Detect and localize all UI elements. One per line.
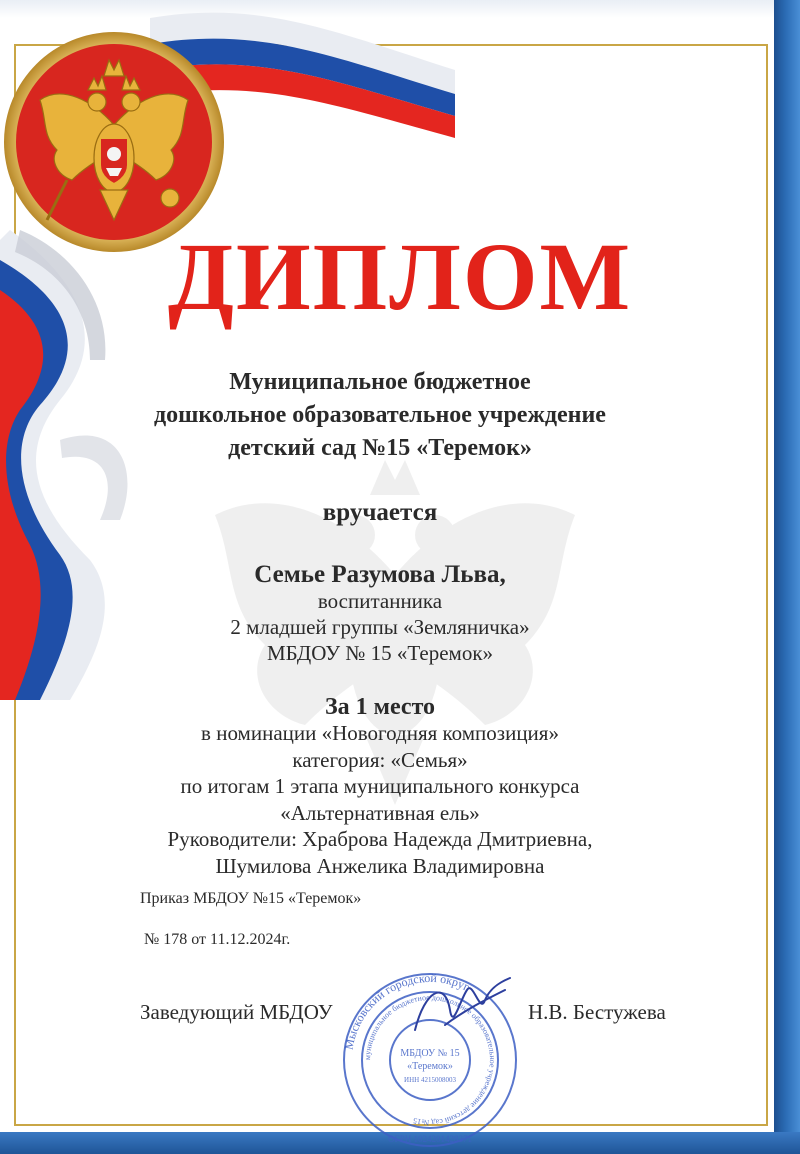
award-line: категория: «Семья» [292, 747, 468, 772]
presented-label: вручается [322, 499, 438, 526]
seal-inn: ИНН 4215008003 [404, 1076, 456, 1084]
award-line: по итогам 1 этапа муниципального конкурса [180, 774, 580, 798]
seal-ring-text: муниципальное бюджетное дошкольное образовательное учреждение детский сад №15 [362, 992, 498, 1128]
award-details [100, 720, 660, 879]
organization-line: дошкольное образовательное учреждение [154, 402, 606, 428]
award-line: в номинации «Новогодняя композиция» [201, 721, 559, 745]
award-line: Руководители: Храброва Надежда Дмитриевна, [167, 827, 593, 851]
recipient-details [150, 588, 610, 666]
organization-line: детский сад №15 «Теремок» [228, 435, 532, 461]
award-line: Шумилова Анжелика Владимировна [215, 853, 545, 878]
signatory-position: Заведующий МБДОУ [140, 1000, 333, 1024]
seal-ogrn: ОГРН 1024201428371 [388, 1134, 472, 1144]
order-reference: Приказ МБДОУ №15 «Теремок» [140, 890, 362, 907]
organization-line: Муниципальное бюджетное [229, 369, 531, 395]
seal-outer-text: Мысковский городской округ [341, 970, 472, 1051]
seal-center-line: МБДОУ № 15 [400, 1048, 460, 1059]
recipient-line: воспитанника [317, 589, 443, 613]
signatory-name: Н.В. Бестужева [528, 1000, 666, 1024]
recipient-name: Семье Разумова Льва, [254, 561, 506, 588]
seal-center-line: «Теремок» [407, 1061, 453, 1072]
right-blue-frame [774, 0, 800, 1154]
recipient-line: 2 младшей группы «Земляничка» [230, 615, 530, 639]
handwritten-signature-icon [405, 970, 515, 1050]
award-line: «Альтернативная ель» [280, 800, 480, 825]
award-place: За 1 место [324, 694, 436, 720]
diploma-title: ДИПЛОМ [167, 223, 633, 330]
order-number-date: № 178 от 11.12.2024г. [144, 931, 291, 948]
recipient-line: МБДОУ № 15 «Теремок» [266, 641, 494, 665]
organization-name [120, 366, 640, 465]
